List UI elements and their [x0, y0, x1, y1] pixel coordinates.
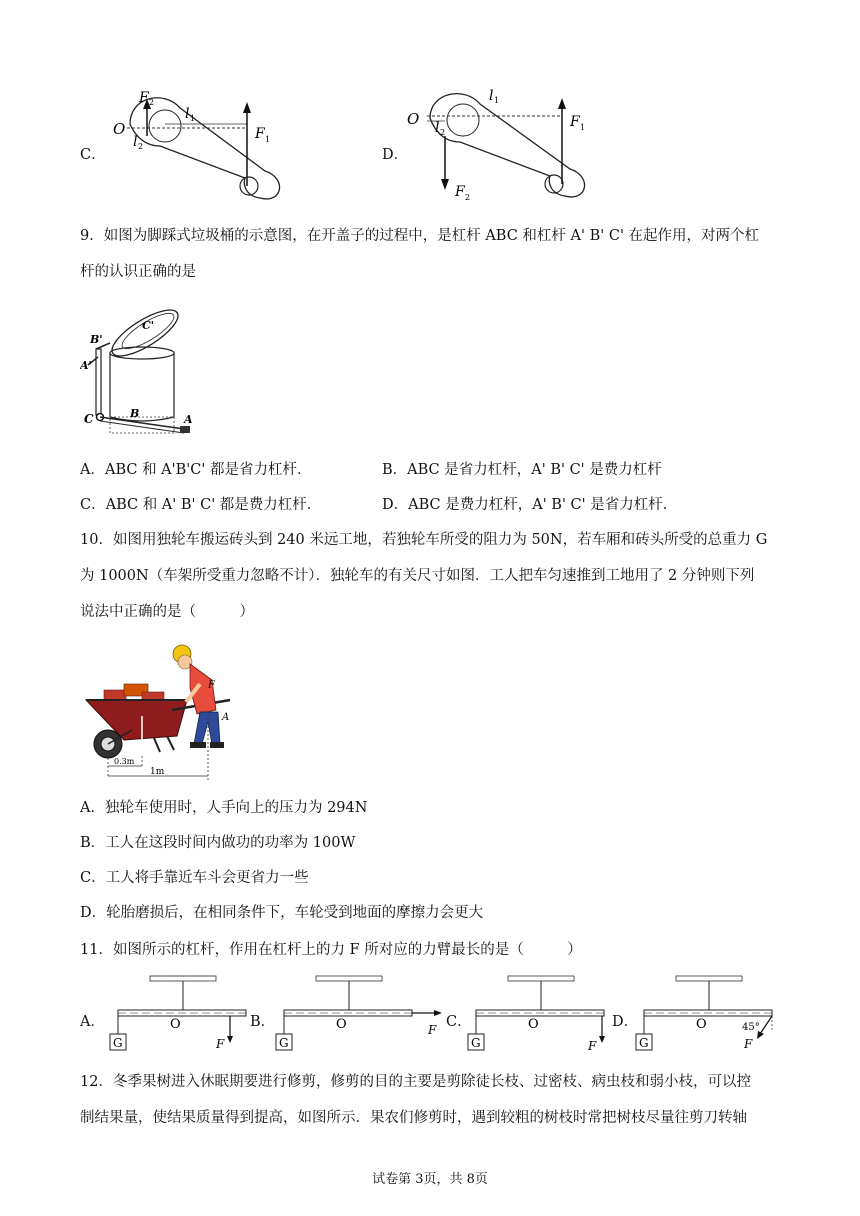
q10-wheelbarrow-figure	[82, 640, 240, 782]
page-footer: 试卷第 3页，共 8页	[372, 1172, 488, 1187]
q10-label-d2: 1m	[150, 767, 165, 777]
q11-option-d-label: D．	[612, 1014, 639, 1030]
q9-label-B: B	[130, 407, 140, 420]
q8c-l1-sub: 1	[190, 114, 196, 123]
q10-stem-line1: 10．如图用独轮车搬运砖头到 240 米远工地，若独轮车所受的阻力为 50N，若车厢和砖头所受的总重力 G	[80, 532, 768, 548]
q9-stem-line1: 9．如图为脚踩式垃圾桶的示意图，在开盖子的过程中，是杠杆 ABC 和杠杆 A' B' C' 在起作用，对两个杠	[80, 228, 760, 244]
q10-stem-line2: 为 1000N（车架所受重力忽略不计）．独轮车的有关尺寸如图．工人把车匀速推到工地用了 2 分钟则下列	[80, 568, 755, 584]
q11-option-d-figure	[630, 970, 780, 1056]
q9-option-c: C．ABC 和 A' B' C' 都是费力杠杆．	[80, 497, 322, 513]
q11d-O-label: O	[696, 1017, 707, 1032]
q8d-F1-sub: 1	[580, 123, 586, 132]
q8d-F2-label: F	[455, 184, 465, 200]
q8d-l2-sub: 2	[440, 128, 446, 137]
q8c-F1-sub: 1	[265, 135, 271, 144]
q10-option-d: D．轮胎磨损后，在相同条件下，车轮受到地面的摩擦力会更大	[80, 905, 484, 921]
q9-option-d: D．ABC 是费力杠杆，A' B' C' 是省力杠杆．	[382, 497, 678, 513]
q8c-F2-label: F	[139, 90, 149, 106]
q11b-G-label: G	[279, 1036, 289, 1050]
q8d-O-label: O	[407, 110, 420, 128]
q8d-l2-label: l	[435, 120, 440, 136]
q11-option-b-label: B．	[250, 1014, 276, 1030]
q9-label-A: A	[184, 413, 193, 426]
q8d-l1-sub: 1	[494, 96, 500, 105]
q9-label-Cprime: C'	[142, 319, 155, 332]
q11-option-b-figure	[270, 970, 448, 1056]
q8-option-d-figure	[405, 84, 595, 204]
q11a-G-label: G	[113, 1036, 123, 1050]
q8c-F1-label: F	[255, 126, 265, 142]
q12-stem-line1: 12．冬季果树进入休眠期要进行修剪，修剪的目的主要是剪除徒长枝、过密枝、病虫枝和弱小枝，可以控	[80, 1074, 751, 1090]
q10-option-a: A．独轮车使用时，人手向上的压力为 294N	[80, 800, 368, 816]
q8-option-d-label: D．	[382, 147, 409, 163]
q9-option-b: B．ABC 是省力杠杆，A' B' C' 是费力杠杆	[382, 462, 662, 478]
q8c-F2-sub: 2	[149, 98, 155, 107]
q8-option-c-label: C．	[80, 147, 106, 163]
q11b-F-label: F	[428, 1023, 437, 1037]
q9-stem-line2: 杆的认识正确的是	[80, 264, 196, 280]
q11-option-c-label: C．	[446, 1014, 472, 1030]
q11a-F-label: F	[216, 1037, 225, 1051]
q9-label-Aprime: A'	[80, 359, 92, 372]
q10-option-c: C．工人将手靠近车斗会更省力一些	[80, 870, 309, 886]
q11b-O-label: O	[336, 1017, 347, 1032]
q8d-l1-label: l	[489, 88, 494, 104]
q11c-F-label: F	[588, 1039, 597, 1053]
q11d-angle-label: 45°	[742, 1022, 760, 1033]
q10-label-G: G	[144, 744, 153, 755]
q9-option-a: A．ABC 和 A'B'C' 都是省力杠杆．	[80, 462, 312, 478]
q8c-l2-sub: 2	[138, 142, 144, 151]
q11-option-c-figure	[462, 970, 610, 1056]
q10-label-d1: 0.3m	[114, 757, 135, 766]
q11-stem: 11．如图所示的杠杆，作用在杠杆上的力 F 所对应的力臂最长的是（ ）	[80, 942, 582, 958]
q10-stem-line3: 说法中正确的是（ ）	[80, 604, 254, 620]
q11-option-a-figure	[104, 970, 252, 1056]
q8c-l2-label: l	[133, 134, 138, 150]
q8-option-c-figure	[105, 86, 295, 206]
q11a-O-label: O	[170, 1017, 181, 1032]
q9-trash-can-figure	[80, 305, 200, 440]
q10-option-b: B．工人在这段时间内做功的功率为 100W	[80, 835, 356, 851]
q11d-G-label: G	[639, 1036, 649, 1050]
q8d-F2-sub: 2	[465, 193, 471, 202]
q9-label-Bprime: B'	[90, 333, 103, 346]
q12-stem-line2: 制结果量，使结果质量得到提高，如图所示．果农们修剪时，遇到较粗的树枝时常把树枝尽量往剪刀转轴	[80, 1110, 747, 1126]
q10-label-A: A	[222, 712, 230, 723]
q8d-F1-label: F	[570, 114, 580, 130]
q11c-O-label: O	[528, 1017, 539, 1032]
q10-label-F: F	[208, 680, 215, 691]
q11-option-a-label: A．	[80, 1014, 105, 1030]
q8c-O-label: O	[113, 120, 126, 138]
q11d-F-label: F	[744, 1037, 753, 1051]
q8c-l1-label: l	[185, 106, 190, 122]
q11c-G-label: G	[471, 1036, 481, 1050]
q9-label-C: C	[84, 412, 94, 426]
